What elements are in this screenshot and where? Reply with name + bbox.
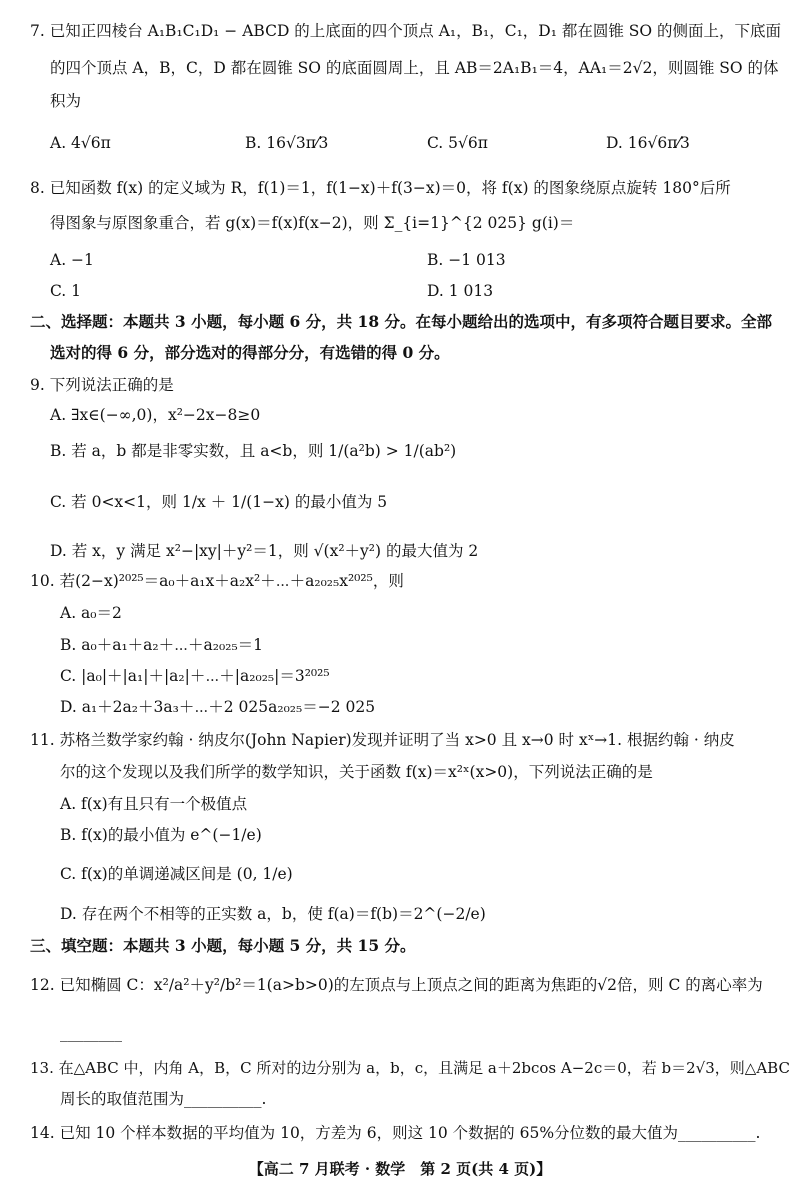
q10-option-a: A. a₀＝2	[60, 604, 122, 622]
q7-option-b: B. 16√3π⁄3	[245, 134, 329, 152]
q13-line1: 13. 在△ABC 中，内角 A，B，C 所对的边分别为 a，b，c，且满足 a＋2bcos A−2c＝0，若 b＝2√3，则△ABC	[30, 1059, 790, 1077]
q11-option-d: D. 存在两个不相等的正实数 a，b，使 f(a)＝f(b)＝2^(−2/e)	[60, 905, 486, 923]
q12-blank: ________	[60, 1024, 122, 1042]
q11-line1: 11. 苏格兰数学家约翰 · 纳皮尔(John Napier)发现并证明了当 x>0 且 x→0 时 xˣ→1. 根据约翰 · 纳皮	[30, 731, 735, 749]
q9-stem: 9. 下列说法正确的是	[30, 376, 174, 394]
q9-option-a: A. ∃x∈(−∞,0)，x²−2x−8≥0	[50, 406, 261, 424]
q8-option-d: D. 1 013	[427, 282, 494, 300]
q10-option-c: C. |a₀|＋|a₁|＋|a₂|＋⋯＋|a₂₀₂₅|＝3²⁰²⁵	[60, 667, 330, 685]
q10-stem: 10. 若(2−x)²⁰²⁵＝a₀＋a₁x＋a₂x²＋⋯＋a₂₀₂₅x²⁰²⁵，则	[30, 572, 404, 590]
q9-option-c: C. 若 0<x<1，则 1/x ＋ 1/(1−x) 的最小值为 5	[50, 493, 388, 511]
q8-option-c: C. 1	[50, 282, 82, 300]
q7-line3: 积为	[50, 92, 82, 110]
q11-option-b: B. f(x)的最小值为 e^(−1/e)	[60, 826, 262, 844]
q11-option-a: A. f(x)有且只有一个极值点	[60, 795, 248, 813]
q7-option-d: D. 16√6π⁄3	[606, 134, 690, 152]
q8-option-b: B. −1 013	[427, 251, 506, 269]
q9-option-b: B. 若 a，b 都是非零实数，且 a<b，则 1/(a²b) > 1/(ab²)	[50, 442, 457, 460]
q8-line1: 8. 已知函数 f(x) 的定义域为 R，f(1)＝1，f(1−x)＋f(3−x)＝0，将 f(x) 的图象绕原点旋转 180°后所	[30, 179, 731, 197]
section2-heading: 二、选择题：本题共 3 小题，每小题 6 分，共 18 分。在每小题给出的选项中，有多项符合题目要求。全部	[30, 312, 773, 331]
q10-option-d: D. a₁＋2a₂＋3a₃＋⋯＋2 025a₂₀₂₅＝−2 025	[60, 698, 376, 716]
q10-option-b: B. a₀＋a₁＋a₂＋⋯＋a₂₀₂₅＝1	[60, 636, 264, 654]
q7-option-c: C. 5√6π	[427, 134, 488, 152]
q7-line1: 7. 已知正四棱台 A₁B₁C₁D₁ − ABCD 的上底面的四个顶点 A₁，B₁，C₁，D₁ 都在圆锥 SO 的侧面上，下底面	[30, 22, 782, 40]
q12-line1: 12. 已知椭圆 C：x²/a²＋y²/b²＝1(a>b>0)的左顶点与上顶点之间的距离为焦距的√2倍，则 C 的离心率为	[30, 976, 763, 994]
section2-heading-cont: 选对的得 6 分，部分选对的得部分分，有选错的得 0 分。	[50, 343, 450, 362]
q7-line2: 的四个顶点 A，B，C，D 都在圆锥 SO 的底面圆周上，且 AB＝2A₁B₁＝4，AA₁＝2√2，则圆锥 SO 的体	[50, 59, 779, 77]
q13-line2: 周长的取值范围为__________.	[60, 1090, 267, 1108]
q11-option-c: C. f(x)的单调递减区间是 (0, 1/e)	[60, 865, 293, 883]
q11-line2: 尔的这个发现以及我们所学的数学知识，关于函数 f(x)＝x²ˣ(x>0)，下列说法正确的是	[60, 763, 653, 781]
q9-option-d: D. 若 x，y 满足 x²−|xy|＋y²＝1，则 √(x²＋y²) 的最大值为 2	[50, 542, 479, 560]
page-footer: 【高二 7 月联考 · 数学 第 2 页(共 4 页)】	[248, 1160, 552, 1178]
q7-option-a: A. 4√6π	[50, 134, 111, 152]
q8-line2: 得图象与原图象重合，若 g(x)＝f(x)f(x−2)，则 Σ_{i=1}^{2 025} g(i)＝	[50, 214, 575, 232]
q14-line1: 14. 已知 10 个样本数据的平均值为 10，方差为 6，则这 10 个数据的 65%分位数的最大值为__________.	[30, 1124, 761, 1142]
q8-option-a: A. −1	[50, 251, 94, 269]
section3-heading: 三、填空题：本题共 3 小题，每小题 5 分，共 15 分。	[30, 936, 416, 955]
